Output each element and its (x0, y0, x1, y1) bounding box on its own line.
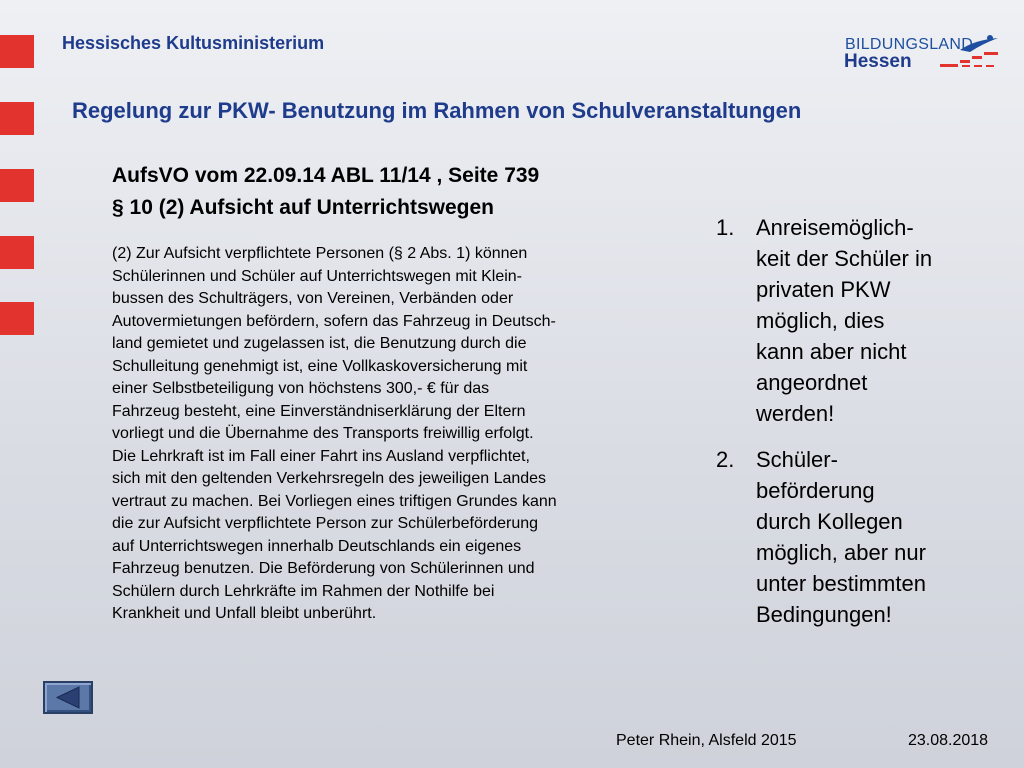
regulation-text-line: Schülern durch Lehrkräfte im Rahmen der Nothilfe bei (112, 582, 495, 600)
list-item-line: unter bestimmten (756, 571, 926, 596)
regulation-text (112, 243, 672, 626)
regulation-text-line: vertraut zu machen. Bei Vorliegen eines triftigen Grundes kann (112, 492, 557, 510)
bildungsland-hessen-logo (842, 34, 1002, 74)
list-item-line: werden! (756, 401, 835, 426)
back-button[interactable] (43, 681, 93, 714)
list-item-line: beförderung (756, 478, 875, 503)
logo-line-1: BILDUNGSLAND (845, 36, 974, 53)
decor-bar (0, 302, 34, 335)
list-item-number: 2. (716, 447, 735, 472)
list-item-line: kann aber nicht (756, 339, 907, 364)
regulation-text-line: Die Lehrkraft ist im Fall einer Fahrt ins Ausland verpflichtet, (112, 447, 530, 465)
regulation-text-line: vorliegt und die Übernahme des Transports freiwillig erfolgt. (112, 425, 534, 442)
regulation-text-line: auf Unterrichtswegen innerhalb Deutschlands ein eigenes (112, 537, 522, 555)
list-item (716, 444, 986, 630)
footer-date: 23.08.2018 (908, 732, 989, 749)
regulation-text-line: (2) Zur Aufsicht verpflichtete Personen (§ 2 Abs. 1) können (112, 245, 528, 262)
triangle-left-icon (45, 683, 91, 712)
regulation-text-line: bussen des Schulträgers, von Vereinen, Verbänden oder (112, 290, 514, 307)
regulation-text-line: die zur Aufsicht verpflichtete Person zur Schülerbeförderung (112, 515, 539, 532)
list-item-line: Bedingungen! (756, 602, 892, 627)
list-item-line: Anreisemöglich- (756, 215, 914, 240)
list-item-line: möglich, aber nur (756, 540, 926, 565)
logo-line-2: Hessen (844, 51, 912, 72)
decor-bar (0, 35, 34, 68)
regulation-text-line: Fahrzeug besteht, eine Einverständniserklärung der Eltern (112, 402, 526, 420)
list-item-line: durch Kollegen (756, 509, 903, 534)
list-item-number: 1. (716, 215, 735, 240)
ministry-name: Hessisches Kultusministerium (62, 33, 325, 53)
regulation-text-line: Krankheit und Unfall bleibt unberührt. (112, 605, 377, 622)
regulation-text-line: sich mit den geltenden Verkehrsregeln des jeweiligen Landes (112, 470, 547, 487)
regulation-text-line: Schulleitung genehmigt ist, eine Vollkaskoversicherung mit (112, 357, 528, 375)
key-points-list (716, 212, 986, 645)
list-item-line: privaten PKW (756, 277, 891, 302)
list-item-line: keit der Schüler in (756, 246, 933, 271)
footer-author: Peter Rhein, Alsfeld 2015 (616, 732, 797, 749)
regulation-heading: AufsVO vom 22.09.14 ABL 11/14 , Seite 739 (112, 164, 540, 187)
list-item (716, 212, 986, 429)
list-item-line: angeordnet (756, 370, 868, 395)
regulation-text-line: Schülerinnen und Schüler auf Unterrichtswegen mit Klein- (112, 267, 522, 285)
regulation-text-line: einer Selbstbeteiligung von höchstens 300,- € für das (112, 380, 490, 397)
decor-bar (0, 169, 34, 202)
list-item-line: möglich, dies (756, 308, 885, 333)
regulation-text-line: Fahrzeug benutzen. Die Beförderung von Schülerinnen und (112, 560, 535, 577)
decor-bar (0, 102, 34, 135)
decor-bar (0, 236, 34, 269)
regulation-text-line: land gemietet und zugelassen ist, die Benutzung durch die (112, 335, 527, 352)
list-item-line: Schüler- (756, 447, 838, 472)
section-heading: § 10 (2) Aufsicht auf Unterrichtswegen (112, 196, 494, 219)
regulation-text-line: Autovermietungen befördern, sofern das Fahrzeug in Deutsch- (112, 312, 556, 330)
slide-title: Regelung zur PKW- Benutzung im Rahmen von Schulveranstaltungen (72, 98, 802, 123)
